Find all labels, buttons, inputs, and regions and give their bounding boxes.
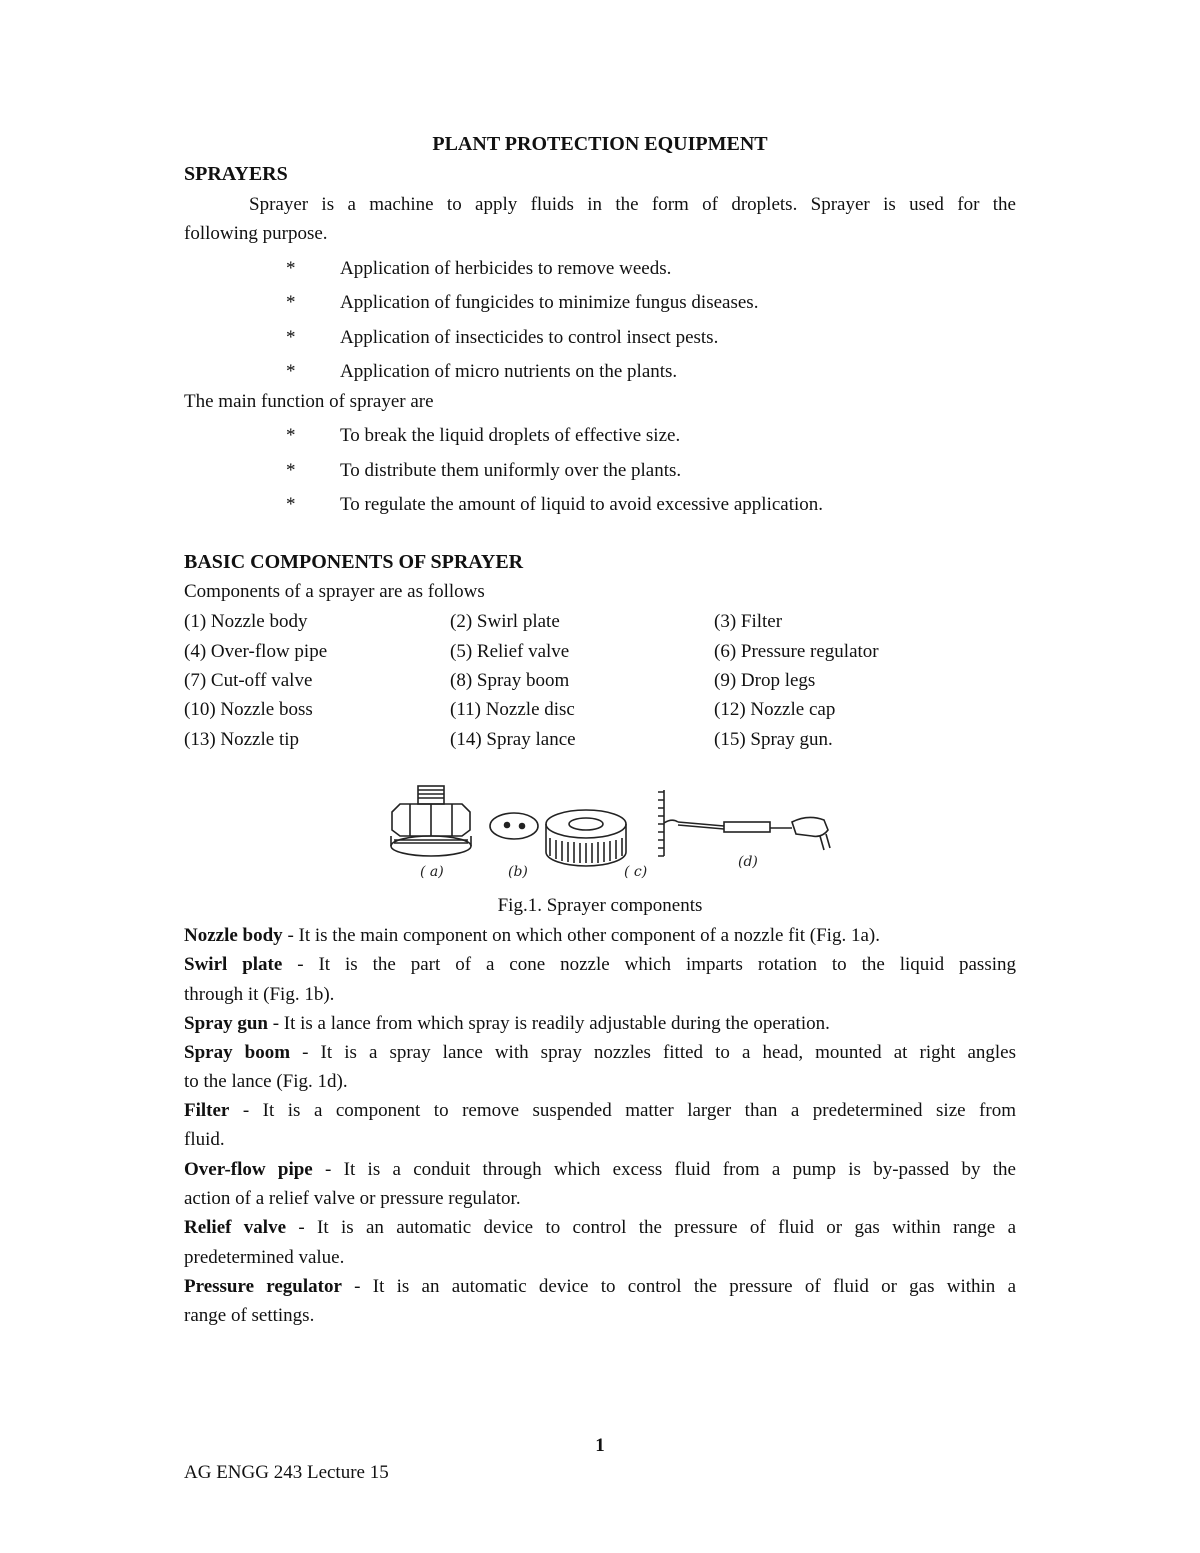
- definition-text: - It is an automatic device to control the pressure of fluid or gas within a: [341, 1276, 1017, 1297]
- definition-text: - It is a lance from which spray is readily adjustable during the operation.: [267, 1013, 830, 1034]
- list-item: Application of fungicides to minimize fungus diseases.: [340, 292, 759, 313]
- definition-text: - It is the main component on which other component of a nozzle fit (Fig. 1a).: [282, 925, 880, 946]
- bullet-marker: *: [286, 460, 296, 481]
- intro-line-2: following purpose.: [184, 223, 328, 244]
- component-item: (3) Filter: [714, 611, 783, 632]
- definition-line: [184, 1100, 1016, 1122]
- definition-line: [184, 1159, 1016, 1181]
- figure-caption: Fig.1. Sprayer components: [497, 895, 703, 916]
- definition-term: Over-flow pipe: [184, 1159, 313, 1180]
- definition-line: predetermined value.: [184, 1247, 345, 1268]
- definition-text: - It is an automatic device to control the pressure of fluid or gas within range a: [286, 1217, 1017, 1238]
- definition-line: to the lance (Fig. 1d).: [184, 1071, 348, 1092]
- component-item: (1) Nozzle body: [184, 611, 308, 632]
- component-item: (11) Nozzle disc: [450, 699, 575, 720]
- nozzle-cap-drawing: [546, 810, 626, 866]
- sprayers-heading: SPRAYERS: [184, 163, 288, 185]
- component-item: (5) Relief valve: [450, 641, 570, 662]
- list-item: Application of insecticides to control insect pests.: [340, 327, 719, 348]
- component-item: (15) Spray gun.: [714, 729, 833, 750]
- bullet-marker: *: [286, 327, 296, 348]
- bullet-marker: *: [286, 361, 296, 382]
- component-item: (10) Nozzle boss: [184, 699, 313, 720]
- definition-term: Swirl plate: [184, 954, 283, 975]
- page-number: 1: [595, 1435, 605, 1456]
- list-item: To regulate the amount of liquid to avoid excessive application.: [340, 494, 824, 515]
- definition-line: range of settings.: [184, 1305, 315, 1326]
- figure-label-a: ( a): [420, 864, 444, 880]
- component-item: (9) Drop legs: [714, 670, 816, 691]
- bullet-marker: *: [286, 258, 296, 279]
- bullet-marker: *: [286, 292, 296, 313]
- components-intro: Components of a sprayer are as follows: [184, 581, 485, 602]
- component-item: (13) Nozzle tip: [184, 729, 300, 750]
- definition-term: Spray boom: [184, 1042, 291, 1063]
- definition-line: action of a relief valve or pressure regulator.: [184, 1188, 521, 1209]
- list-item: To distribute them uniformly over the plants.: [340, 460, 682, 481]
- page-footer: AG ENGG 243 Lecture 15: [184, 1462, 389, 1483]
- components-heading: BASIC COMPONENTS OF SPRAYER: [184, 551, 524, 573]
- figure-label-d: (d): [738, 854, 758, 870]
- spray-boom-drawing: [658, 790, 830, 856]
- definition-text: - It is a spray lance with spray nozzles fitted to a head, mounted at right angles: [290, 1042, 1016, 1063]
- list-item: To break the liquid droplets of effective size.: [340, 425, 681, 446]
- definition-line: [184, 1276, 1016, 1298]
- component-item: (4) Over-flow pipe: [184, 641, 328, 662]
- definition-line: [184, 1217, 1016, 1239]
- list-item: Application of micro nutrients on the plants.: [340, 361, 678, 382]
- figure-label-b: (b): [508, 864, 528, 880]
- definition-term: Relief valve: [184, 1217, 287, 1238]
- definition-term: Pressure regulator: [184, 1276, 342, 1297]
- component-item: (2) Swirl plate: [450, 611, 560, 632]
- function-intro: The main function of sprayer are: [184, 391, 434, 412]
- definition-term: Filter: [184, 1100, 230, 1121]
- bullet-marker: *: [286, 425, 296, 446]
- definition-line: [184, 1042, 1016, 1064]
- component-item: (7) Cut-off valve: [184, 670, 313, 691]
- page-title: PLANT PROTECTION EQUIPMENT: [432, 133, 768, 155]
- definition-text: - It is the part of a cone nozzle which imparts rotation to the liquid passing: [282, 954, 1016, 975]
- component-item: (8) Spray boom: [450, 670, 570, 691]
- swirl-plate-drawing: [490, 813, 538, 839]
- figure-label-c: ( c): [624, 864, 648, 880]
- intro-line-1: Sprayer is a machine to apply fluids in the form of droplets. Sprayer is used for the: [249, 194, 1016, 215]
- definition-line: [184, 954, 1016, 976]
- component-item: (14) Spray lance: [450, 729, 576, 750]
- definition-line: [184, 1013, 1016, 1035]
- component-item: (12) Nozzle cap: [714, 699, 836, 720]
- definition-text: - It is a conduit through which excess fluid from a pump is by-passed by the: [312, 1159, 1016, 1180]
- definition-line: fluid.: [184, 1129, 225, 1150]
- nozzle-body-drawing: [391, 786, 471, 856]
- definition-term: Spray gun: [184, 1013, 268, 1034]
- list-item: Application of herbicides to remove weeds.: [340, 258, 672, 279]
- bullet-marker: *: [286, 494, 296, 515]
- sprayer-components-figure: [372, 778, 842, 888]
- definition-line: [184, 925, 1016, 947]
- definition-term: Nozzle body: [184, 925, 283, 946]
- definition-text: - It is a component to remove suspended matter larger than a predetermined size from: [229, 1100, 1016, 1121]
- definition-line: through it (Fig. 1b).: [184, 984, 335, 1005]
- component-item: (6) Pressure regulator: [714, 641, 879, 662]
